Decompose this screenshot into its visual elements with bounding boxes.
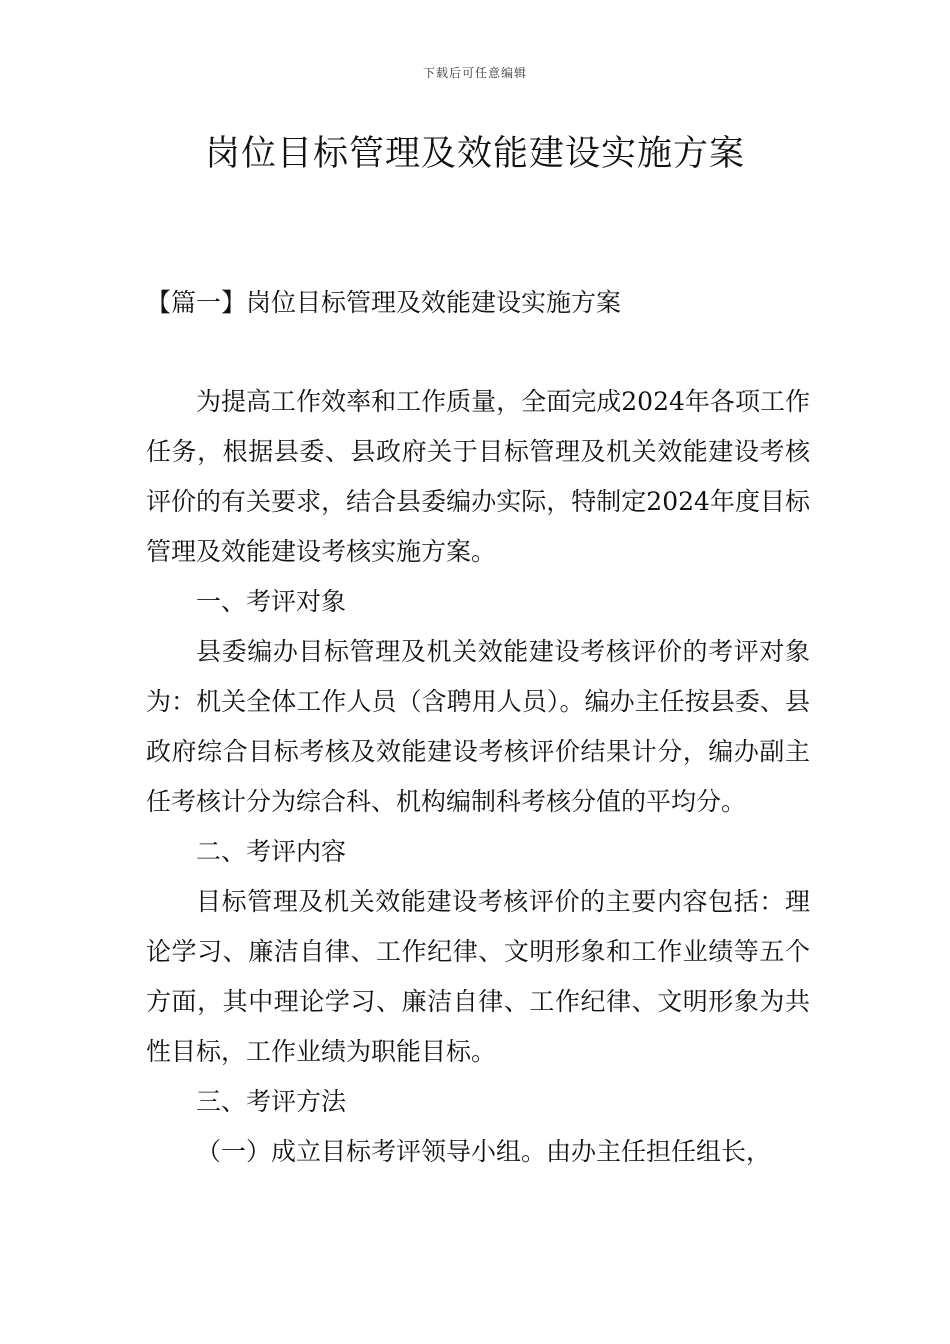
page-header-note: 下载后可任意编辑 — [422, 66, 527, 80]
heading-evaluation-targets: 一、考评对象 — [196, 587, 347, 616]
heading-evaluation-method: 三、考评方法 — [196, 1087, 347, 1116]
paragraph-evaluation-content: 目标管理及机关效能建设考核评价的主要内容包括：理论学习、廉洁自律、工作纪律、文明形象和工作业绩等五个方面，其中理论学习、廉洁自律、工作纪律、文明形象为共性目标，工作业绩为职能目标。 — [146, 887, 810, 1066]
paragraph-evaluation-method: （一）成立目标考评领导小组。由办主任担任组长， — [196, 1137, 772, 1166]
document-body — [146, 377, 810, 1177]
section-title: 【篇一】岗位目标管理及效能建设实施方案 — [146, 288, 622, 317]
paragraph-intro: 为提高工作效率和工作质量，全面完成2024年各项工作任务，根据县委、县政府关于目标管理及机关效能建设考核评价的有关要求，结合县委编办实际，特制定2024年度目标管理及效能建设考核实施方案。 — [146, 387, 810, 566]
paragraph-evaluation-targets: 县委编办目标管理及机关效能建设考核评价的考评对象为：机关全体工作人员（含聘用人员）。编办主任按县委、县政府综合目标考核及效能建设考核评价结果计分，编办副主任考核计分为综合科、机构编制科考核分值的平均分。 — [146, 637, 810, 816]
heading-evaluation-content: 二、考评内容 — [196, 837, 347, 866]
document-title: 岗位目标管理及效能建设实施方案 — [204, 134, 745, 174]
